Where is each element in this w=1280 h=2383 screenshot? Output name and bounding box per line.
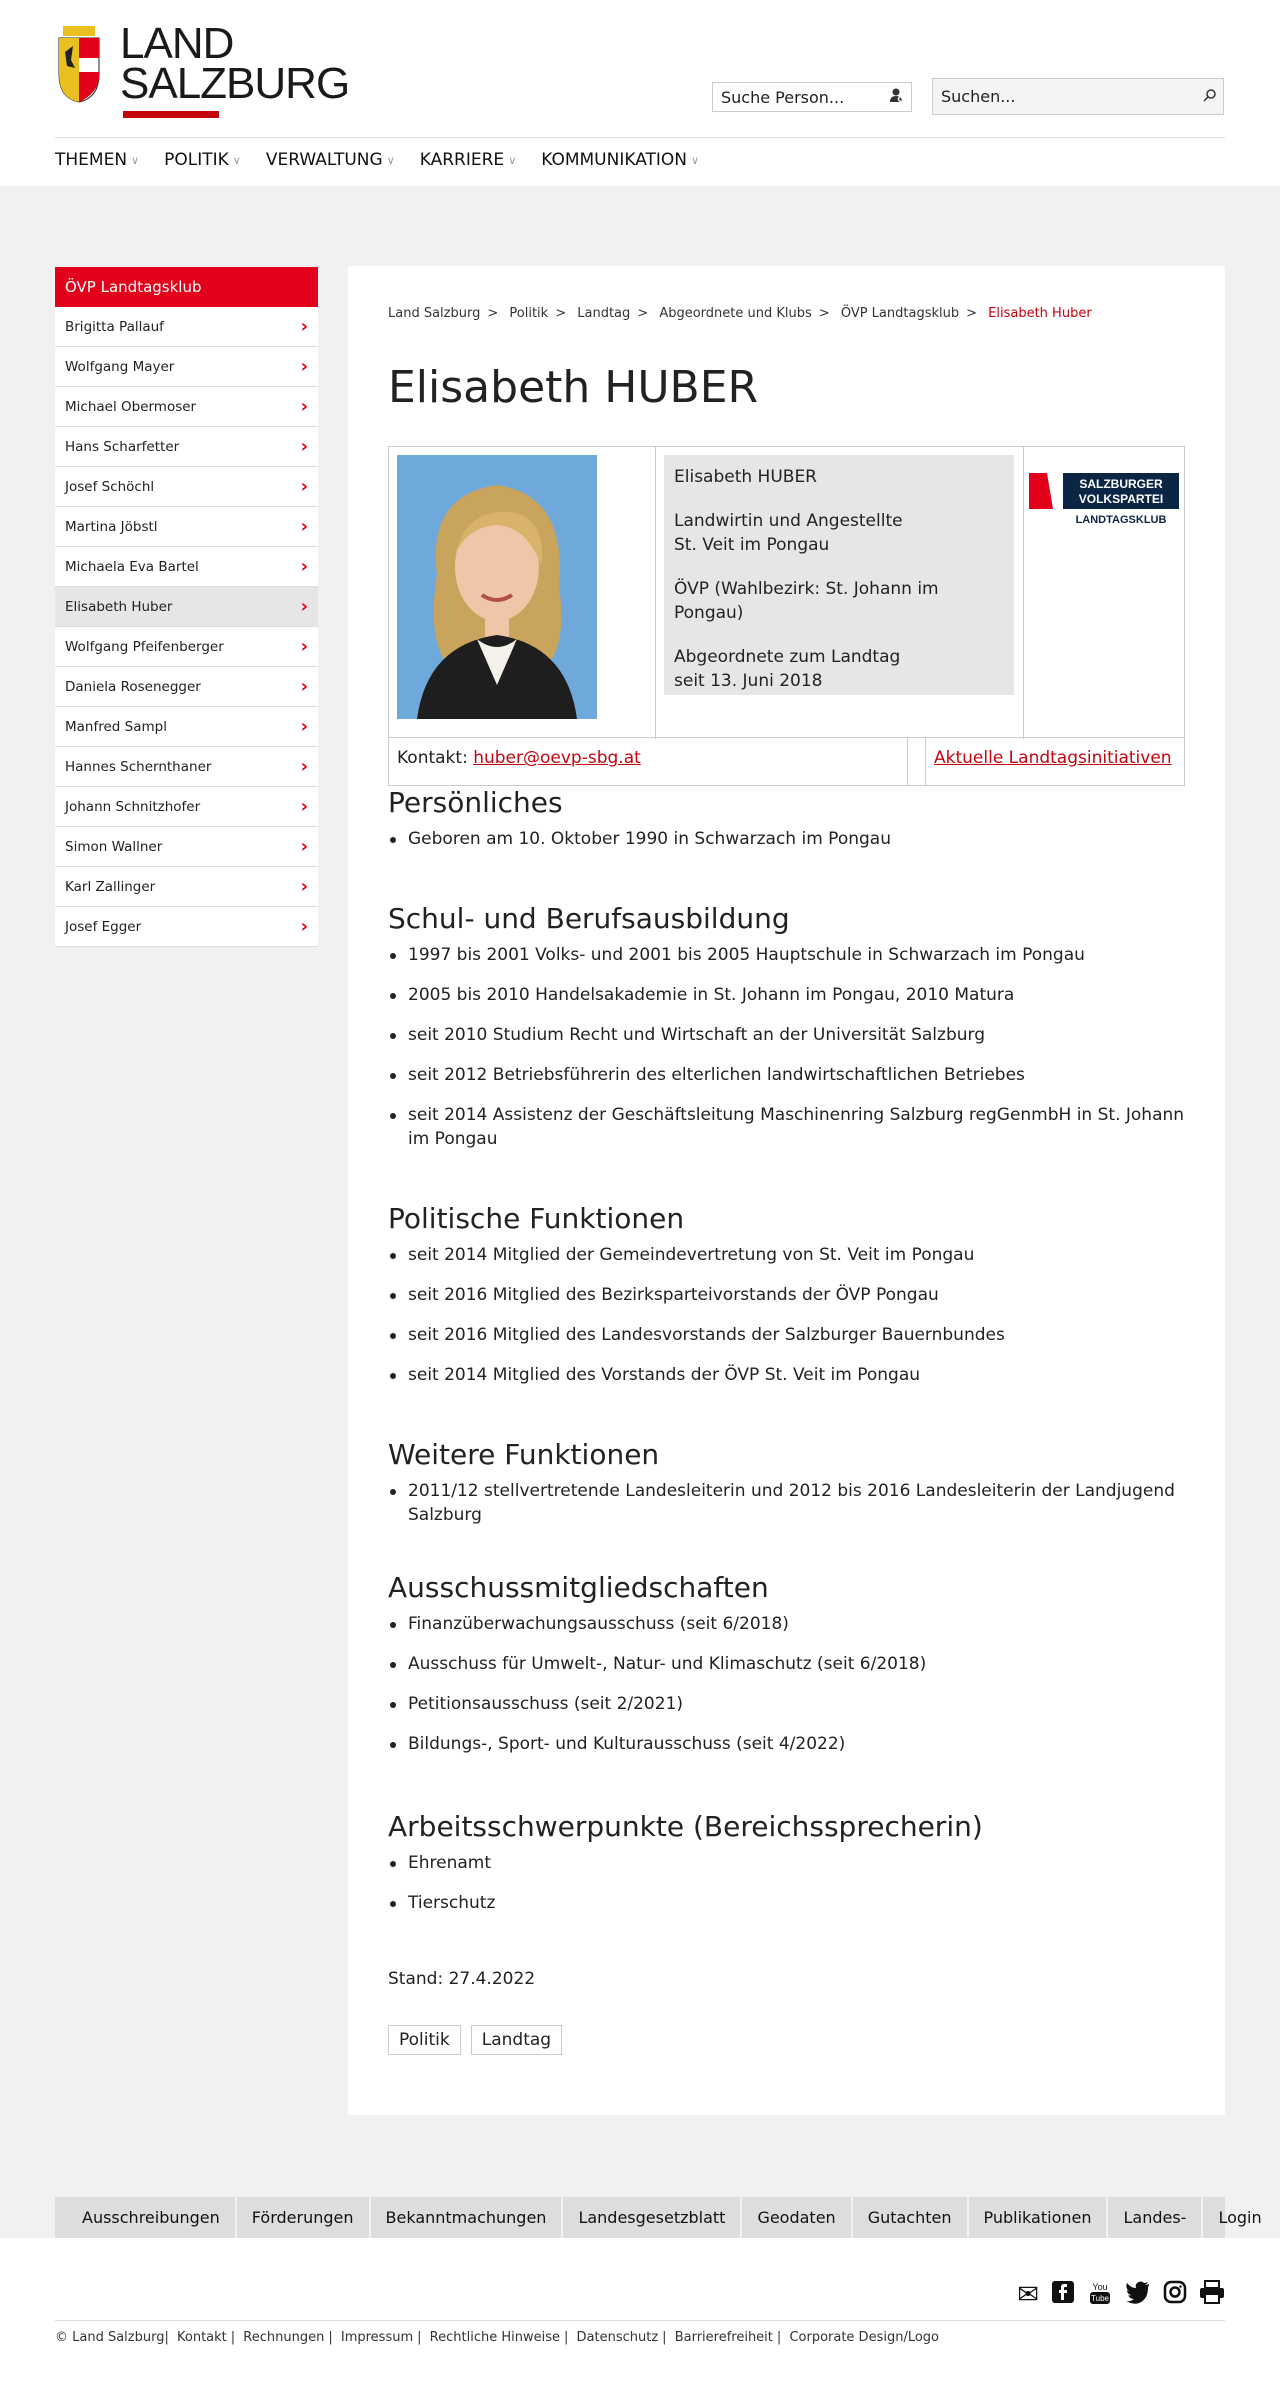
- page-title: Elisabeth HUBER: [388, 362, 759, 413]
- bullet-list: [388, 1612, 1185, 1756]
- breadcrumb-link[interactable]: Landtag: [577, 306, 631, 321]
- twitter-icon[interactable]: [1125, 2280, 1151, 2313]
- legal-link[interactable]: Datenschutz: [576, 2330, 659, 2345]
- chevron-right-icon: ›: [300, 876, 308, 897]
- section-title: Politische Funktionen: [388, 1202, 685, 1235]
- list-item: seit 2014 Assistenz der Geschäftsleitung Maschinenring Salzburg regGenmbH in St. Johann im Pongau: [388, 1103, 1185, 1151]
- sidebar: [55, 267, 318, 947]
- mail-icon[interactable]: ✉: [1017, 2280, 1039, 2310]
- sidebar-item[interactable]: [55, 627, 318, 667]
- role-since-line: seit 13. Juni 2018: [674, 671, 823, 691]
- sidebar-item-label: Hannes Schernthaner: [65, 758, 212, 775]
- sidebar-item[interactable]: [55, 507, 318, 547]
- sidebar-item-label: Elisabeth Huber: [65, 598, 173, 615]
- sidebar-item-label: Simon Wallner: [65, 838, 163, 855]
- chevron-right-icon: ›: [300, 796, 308, 817]
- sidebar-item[interactable]: [55, 867, 318, 907]
- profile-role: [674, 645, 1004, 693]
- section-title: Weitere Funktionen: [388, 1438, 660, 1471]
- sidebar-item[interactable]: [55, 707, 318, 747]
- list-item: Tierschutz: [388, 1891, 1185, 1915]
- party-logo-line-1: SALZBURGER: [1079, 477, 1163, 491]
- table-divider: [1023, 447, 1024, 739]
- sidebar-item[interactable]: [55, 427, 318, 467]
- chevron-right-icon: ›: [300, 716, 308, 737]
- tag-link[interactable]: Politik: [388, 2025, 461, 2055]
- breadcrumb-link[interactable]: Land Salzburg: [388, 306, 481, 321]
- legal-separator: |: [662, 2330, 667, 2345]
- person-search-icon[interactable]: [889, 87, 905, 107]
- nav-item-themen[interactable]: [55, 150, 139, 170]
- site-logo[interactable]: [55, 19, 350, 122]
- legal-link[interactable]: Rechnungen: [243, 2330, 325, 2345]
- sidebar-title[interactable]: ÖVP Landtagsklub: [55, 267, 318, 307]
- sidebar-item[interactable]: [55, 827, 318, 867]
- table-divider: [655, 447, 656, 739]
- list-item: Bildungs-, Sport- und Kulturausschuss (seit 4/2022): [388, 1732, 1185, 1756]
- list-item: seit 2014 Mitglied der Gemeindevertretung von St. Veit im Pongau: [388, 1243, 1185, 1267]
- chevron-down-icon: ∨: [508, 153, 517, 167]
- section-personal: [388, 786, 1185, 867]
- chevron-right-icon: ›: [300, 836, 308, 857]
- profile-info-box: [664, 455, 1014, 695]
- contact-label: Kontakt:: [397, 748, 468, 768]
- profile-name: Elisabeth HUBER: [674, 467, 817, 487]
- chevron-right-icon: ›: [300, 916, 308, 937]
- chevron-down-icon: ∨: [691, 153, 700, 167]
- social-links: [1017, 2280, 1225, 2313]
- party-logo-line-2: VOLKSPARTEI: [1078, 492, 1164, 506]
- main-content: [348, 266, 1225, 2115]
- profile-party: ÖVP (Wahlbezirk: St. Johann im Pongau): [674, 579, 939, 623]
- main-navigation: [55, 150, 724, 170]
- header-divider: [55, 137, 1225, 138]
- nav-item-verwaltung[interactable]: [266, 150, 395, 170]
- initiatives-link[interactable]: Aktuelle Landtagsinitiativen: [934, 748, 1172, 768]
- contact-cell: [397, 738, 641, 778]
- sidebar-item-label: Manfred Sampl: [65, 718, 167, 735]
- sidebar-item-active[interactable]: [55, 587, 318, 627]
- nav-label: THEMEN: [55, 150, 128, 170]
- bullet-list: [388, 1851, 1185, 1915]
- portrait-illustration: [397, 455, 597, 719]
- breadcrumb-link[interactable]: Politik: [509, 306, 549, 321]
- breadcrumb-separator: >: [637, 306, 649, 321]
- list-item: Ehrenamt: [388, 1851, 1185, 1875]
- sidebar-item-label: Wolfgang Mayer: [65, 358, 175, 375]
- role-line: Abgeordnete zum Landtag: [674, 647, 901, 667]
- logo-underline: [123, 111, 219, 118]
- chevron-right-icon: ›: [300, 596, 308, 617]
- footer-link[interactable]: Ausschreibungen: [55, 2197, 237, 2238]
- breadcrumb-separator: >: [487, 306, 499, 321]
- sidebar-item-label: Johann Schnitzhofer: [65, 798, 201, 815]
- legal-separator: |: [563, 2330, 569, 2345]
- sidebar-item[interactable]: [55, 667, 318, 707]
- profile-table: [388, 446, 1185, 738]
- chevron-right-icon: ›: [300, 636, 308, 657]
- logo-line-2: SALZBURG: [120, 59, 350, 108]
- footer-link[interactable]: Landes-: [1108, 2197, 1203, 2238]
- nav-item-politik[interactable]: [164, 150, 241, 170]
- breadcrumb-current: Elisabeth Huber: [988, 306, 1092, 321]
- nav-label: KARRIERE: [419, 150, 505, 170]
- youtube-icon[interactable]: [1087, 2280, 1113, 2313]
- section-committees: [388, 1571, 1185, 1772]
- breadcrumb-link[interactable]: ÖVP Landtagsklub: [840, 306, 960, 321]
- sidebar-item[interactable]: [55, 467, 318, 507]
- legal-link[interactable]: Barrierefreiheit: [674, 2330, 773, 2345]
- person-search-input[interactable]: [713, 83, 887, 111]
- copyright-text: © Land Salzburg|: [55, 2330, 169, 2345]
- list-item: Finanzüberwachungsausschuss (seit 6/2018): [388, 1612, 1185, 1636]
- svg-text:Tube: Tube: [1091, 2294, 1109, 2303]
- legal-link[interactable]: Corporate Design/Logo: [789, 2330, 939, 2345]
- footer-link[interactable]: Publikationen: [969, 2197, 1109, 2238]
- sidebar-item-label: Michael Obermoser: [65, 398, 197, 415]
- sidebar-item[interactable]: [55, 547, 318, 587]
- chevron-down-icon: ∨: [131, 153, 140, 167]
- sidebar-item-label: Josef Schöchl: [65, 478, 155, 495]
- list-item: seit 2014 Mitglied des Vorstands der ÖVP St. Veit im Pongau: [388, 1363, 1185, 1387]
- footer-link[interactable]: Förderungen: [237, 2197, 371, 2238]
- sidebar-item[interactable]: [55, 347, 318, 387]
- section-title: Persönliches: [388, 786, 563, 819]
- sidebar-item[interactable]: [55, 307, 318, 347]
- sidebar-item-label: Brigitta Pallauf: [65, 318, 164, 335]
- breadcrumb-separator: >: [966, 306, 978, 321]
- legal-links: [55, 2330, 943, 2345]
- crest-icon: [55, 22, 103, 104]
- chevron-right-icon: ›: [300, 396, 308, 417]
- instagram-icon[interactable]: [1163, 2280, 1187, 2313]
- nav-label: VERWALTUNG: [265, 150, 383, 170]
- tag-link[interactable]: Landtag: [471, 2025, 562, 2055]
- initiatives-cell: [934, 738, 1172, 778]
- chevron-right-icon: ›: [300, 516, 308, 537]
- footer-link[interactable]: Gutachten: [853, 2197, 969, 2238]
- site-search-box[interactable]: [932, 78, 1224, 115]
- profile-occupation: [674, 509, 1004, 557]
- chevron-right-icon: ›: [300, 316, 308, 337]
- chevron-down-icon: ∨: [232, 153, 241, 167]
- breadcrumb-separator: >: [555, 306, 567, 321]
- sidebar-item-label: Hans Scharfetter: [65, 438, 180, 455]
- svg-text:You: You: [1092, 2282, 1108, 2292]
- contact-row: [388, 738, 1185, 786]
- list-item: seit 2016 Mitglied des Landesvorstands der Salzburger Bauernbundes: [388, 1323, 1185, 1347]
- sidebar-item-label: Wolfgang Pfeifenberger: [65, 638, 224, 655]
- sidebar-item-label: Karl Zallinger: [65, 878, 156, 895]
- person-search-box[interactable]: [712, 82, 912, 112]
- chevron-right-icon: ›: [300, 756, 308, 777]
- legal-separator: |: [328, 2330, 333, 2345]
- chevron-right-icon: ›: [300, 436, 308, 457]
- bullet-list: [388, 827, 1185, 851]
- nav-item-kommunikation[interactable]: [541, 150, 699, 170]
- nav-item-karriere[interactable]: [420, 150, 516, 170]
- site-search-input[interactable]: [933, 79, 1181, 114]
- bullet-list: [388, 1243, 1185, 1387]
- sidebar-item-label: Josef Egger: [65, 918, 142, 935]
- list-item: 1997 bis 2001 Volks- und 2001 bis 2005 Hauptschule in Schwarzach im Pongau: [388, 943, 1185, 967]
- logo-line-1: LAND: [120, 19, 234, 68]
- facebook-icon[interactable]: [1051, 2280, 1075, 2313]
- breadcrumb-separator: >: [818, 306, 830, 321]
- footer-bottom: [0, 2238, 1280, 2383]
- footer-link[interactable]: Bekanntmachungen: [371, 2197, 564, 2238]
- list-item: 2011/12 stellvertretende Landesleiterin und 2012 bis 2016 Landesleiterin der Landjugend Salzburg: [388, 1479, 1185, 1527]
- tag-list: [388, 2025, 562, 2055]
- list-item: seit 2010 Studium Recht und Wirtschaft an der Universität Salzburg: [388, 1023, 1185, 1047]
- sidebar-item[interactable]: [55, 907, 318, 947]
- legal-link[interactable]: Impressum: [340, 2330, 414, 2345]
- breadcrumb: [388, 306, 1092, 321]
- sidebar-item[interactable]: [55, 747, 318, 787]
- footer-link[interactable]: Login: [1218, 2208, 1262, 2227]
- chevron-right-icon: ›: [300, 556, 308, 577]
- sidebar-item[interactable]: [55, 787, 318, 827]
- table-divider: [907, 738, 908, 786]
- occupation-line: Landwirtin und Angestellte: [674, 511, 903, 531]
- list-item: 2005 bis 2010 Handelsakademie in St. Johann im Pongau, 2010 Matura: [388, 983, 1185, 1007]
- list-item: Ausschuss für Umwelt-, Natur- und Klimaschutz (seit 6/2018): [388, 1652, 1185, 1676]
- table-divider: [925, 738, 926, 786]
- list-item: Petitionsausschuss (seit 2/2021): [388, 1692, 1185, 1716]
- last-updated: Stand: 27.4.2022: [388, 1969, 536, 1989]
- location-line: St. Veit im Pongau: [674, 535, 830, 555]
- section-title: Schul- und Berufsausbildung: [388, 902, 790, 935]
- section-further: [388, 1438, 1185, 1543]
- portrait-photo: [397, 455, 597, 719]
- party-logo-line-3: LANDTAGSKLUB: [1075, 514, 1167, 526]
- nav-label: KOMMUNIKATION: [541, 150, 688, 170]
- sidebar-item[interactable]: [55, 387, 318, 427]
- section-focus: [388, 1810, 1185, 1931]
- magnifier-icon[interactable]: [1203, 88, 1217, 106]
- contact-email-link[interactable]: huber@oevp-sbg.at: [473, 748, 641, 768]
- legal-separator: |: [230, 2330, 236, 2345]
- list-item: Geboren am 10. Oktober 1990 in Schwarzach im Pongau: [388, 827, 1185, 851]
- legal-link[interactable]: Rechtliche Hinweise: [429, 2330, 560, 2345]
- print-icon[interactable]: [1199, 2280, 1225, 2313]
- bullet-list: [388, 1479, 1185, 1527]
- section-title: Arbeitsschwerpunkte (Bereichssprecherin): [388, 1810, 983, 1843]
- chevron-down-icon: ∨: [386, 153, 395, 167]
- list-item: seit 2012 Betriebsführerin des elterlichen landwirtschaftlichen Betriebes: [388, 1063, 1185, 1087]
- logo-wordmark: [120, 19, 350, 108]
- list-item: seit 2016 Mitglied des Bezirksparteivorstands der ÖVP Pongau: [388, 1283, 1185, 1307]
- footer-links: [55, 2197, 1262, 2238]
- footer-link[interactable]: Geodaten: [742, 2197, 852, 2238]
- legal-separator: |: [776, 2330, 782, 2345]
- chevron-right-icon: ›: [300, 676, 308, 697]
- legal-separator: |: [417, 2330, 422, 2345]
- site-header: [0, 0, 1280, 186]
- sidebar-item-label: Michaela Eva Bartel: [65, 558, 199, 575]
- sidebar-item-label: Daniela Rosenegger: [65, 678, 201, 695]
- nav-label: POLITIK: [164, 150, 229, 170]
- bullet-list: [388, 943, 1185, 1151]
- footer-divider: [55, 2320, 1225, 2321]
- party-logo: [1029, 473, 1179, 529]
- legal-link[interactable]: Kontakt: [177, 2330, 227, 2345]
- section-title: Ausschussmitgliedschaften: [388, 1571, 769, 1604]
- footer-link[interactable]: Landesgesetzblatt: [563, 2197, 742, 2238]
- chevron-right-icon: ›: [300, 476, 308, 497]
- breadcrumb-link[interactable]: Abgeordnete und Klubs: [659, 306, 812, 321]
- section-education: [388, 902, 1185, 1167]
- sidebar-item-label: Martina Jöbstl: [65, 518, 158, 535]
- chevron-right-icon: ›: [300, 356, 308, 377]
- section-political: [388, 1202, 1185, 1403]
